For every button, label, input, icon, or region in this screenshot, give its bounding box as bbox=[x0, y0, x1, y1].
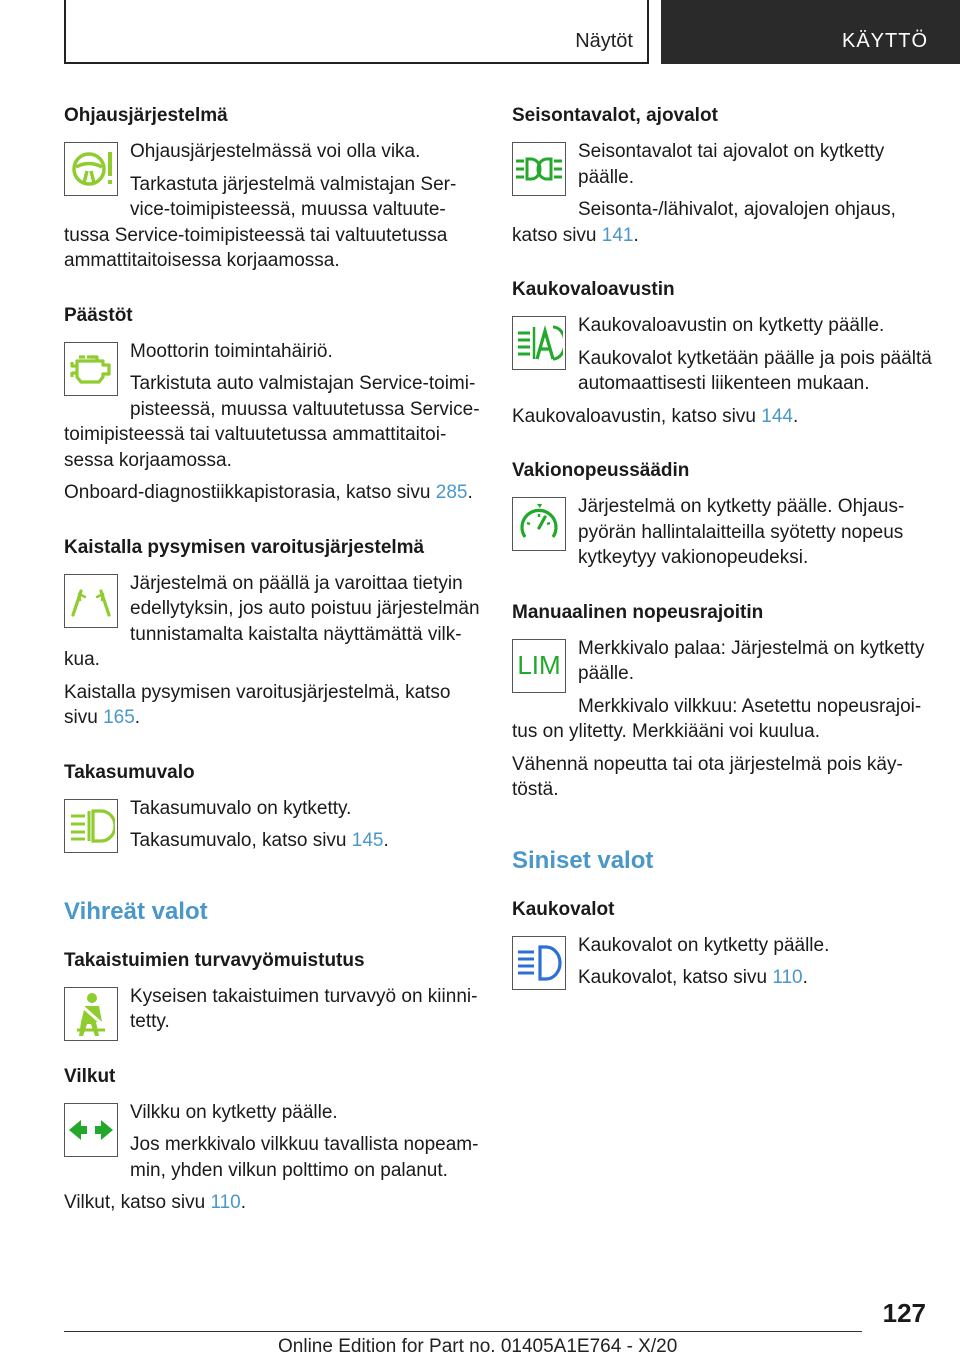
entry-text: Jos merkkivalo vilkkuu tavallista nopeam-min, yhden vilkun polttimo on palanut. bbox=[130, 1134, 479, 1181]
entry-steering bbox=[64, 104, 482, 274]
lim-icon-text: LIM bbox=[517, 649, 561, 680]
entry-text: Moottorin toimintahäiriö. bbox=[130, 340, 333, 362]
entry-text bbox=[64, 828, 482, 854]
parking-lights-icon bbox=[512, 142, 566, 196]
header-chapter-box bbox=[661, 0, 960, 64]
entry-text bbox=[512, 965, 932, 991]
entry-text: Järjestelmä on päällä ja varoittaa tietyin edellytyksin, jos auto poistuu järjestelmän tunnistamalta kaistalta näyttämättä vilk-kua. bbox=[64, 572, 480, 670]
entry-text: Takasumuvalo on kytketty. bbox=[130, 797, 352, 819]
entry-rear-fog bbox=[64, 761, 482, 854]
punctuation: . bbox=[792, 405, 799, 427]
entry-text bbox=[64, 680, 482, 731]
turn-signal-arrows-icon bbox=[64, 1103, 118, 1157]
footer-divider bbox=[64, 1331, 862, 1332]
entry-text: Kaukovaloavustin on kytketty päälle. bbox=[578, 315, 885, 336]
left-column bbox=[64, 104, 482, 1246]
page-link[interactable]: 145 bbox=[351, 830, 384, 851]
entry-text: Kyseisen takaistuimen turvavyö on kiinni-tetty. bbox=[130, 985, 478, 1032]
header-section-box bbox=[64, 0, 649, 64]
entry-title: Päästöt bbox=[64, 304, 133, 326]
entry-speed-limiter bbox=[512, 601, 932, 803]
entry-text: Ohjausjärjestelmässä voi olla vika. bbox=[130, 141, 421, 162]
punctuation: . bbox=[467, 482, 473, 503]
page-link[interactable]: 144 bbox=[761, 405, 793, 427]
page-ref-label: Vilkut, katso sivu bbox=[64, 1192, 211, 1213]
punctuation: . bbox=[633, 224, 639, 246]
entry-text: Järjestelmä on kytketty päälle. Ohjaus-pyörän hallintalaitteilla syötetty nopeus kytkeytyy vakionopeudeksi. bbox=[578, 496, 905, 568]
entry-title: Kaistalla pysymisen varoitusjärjestelmä bbox=[64, 536, 425, 558]
section-heading-blue-lights: Siniset valot bbox=[512, 846, 654, 874]
entry-text bbox=[64, 1190, 482, 1216]
high-beam-assistant-icon bbox=[512, 316, 566, 370]
entry-text: Merkkivalo vilkkuu: Asetettu nopeusrajoi-tus on ylitetty. Merkkiääni voi kuulua. bbox=[512, 695, 922, 742]
entry-text: Merkkivalo palaa: Järjestelmä on kytketty päälle. bbox=[578, 637, 925, 684]
page-ref-label: Takasumuvalo, katso sivu bbox=[130, 830, 352, 851]
punctuation: . bbox=[383, 830, 389, 851]
entry-lane-warning bbox=[64, 536, 482, 731]
steering-warning-icon bbox=[64, 142, 118, 196]
right-column bbox=[512, 104, 932, 1021]
page-number: 127 bbox=[882, 1298, 926, 1328]
page-ref-label: Kaistalla pysymisen varoitusjärjestelmä, katso sivu bbox=[64, 681, 451, 728]
entry-cruise-control bbox=[512, 459, 932, 571]
entry-title: Seisontavalot, ajovalot bbox=[512, 105, 718, 126]
header-chapter-title: KÄYTTÖ bbox=[841, 30, 928, 52]
seatbelt-icon bbox=[64, 987, 118, 1041]
punctuation: . bbox=[802, 967, 808, 988]
punctuation: . bbox=[134, 707, 141, 728]
entry-text: Vähennä nopeutta tai ota järjestelmä pois käy-töstä. bbox=[512, 753, 903, 800]
entry-title: Manuaalinen nopeusrajoitin bbox=[512, 601, 764, 623]
page-link[interactable]: 165 bbox=[103, 707, 135, 728]
entry-turn-signals bbox=[64, 1065, 482, 1216]
entry-rear-belt bbox=[64, 949, 482, 1035]
page-link[interactable]: 110 bbox=[772, 967, 803, 988]
entry-text: Tarkistuta auto valmistajan Service-toimi-pisteessä, muussa valtuutetussa Service-toimipisteessä tai valtuutetussa ammattitaitoi-sessa korjaamossa. bbox=[64, 373, 480, 471]
page-ref-label: Seisonta-/lähivalot, ajovalojen ohjaus, katso sivu bbox=[512, 199, 896, 246]
entry-title: Takaistuimien turvavyömuistutus bbox=[64, 949, 365, 971]
entry-text: Vilkku on kytketty päälle. bbox=[130, 1101, 338, 1123]
page-link[interactable]: 141 bbox=[601, 224, 634, 246]
entry-text bbox=[512, 404, 932, 430]
entry-parking-lights bbox=[512, 104, 932, 248]
punctuation: . bbox=[240, 1192, 247, 1213]
lane-departure-icon bbox=[64, 574, 118, 628]
entry-title: Ohjausjärjestelmä bbox=[64, 105, 228, 126]
page-link[interactable]: 110 bbox=[210, 1192, 241, 1213]
page-ref-label: Onboard-diagnostiikkapistorasia, katso sivu bbox=[64, 482, 436, 503]
engine-check-icon bbox=[64, 342, 118, 396]
entry-title: Kaukovalot bbox=[512, 898, 615, 920]
high-beam-icon bbox=[512, 936, 566, 990]
page-ref-label: Kaukovalot, katso sivu bbox=[578, 967, 773, 988]
entry-text: Seisontavalot tai ajovalot on kytketty päälle. bbox=[578, 141, 885, 188]
footer-edition: Online Edition for Part no. 01405A1E764 - X/20 bbox=[278, 1336, 678, 1357]
entry-title: Takasumuvalo bbox=[64, 761, 195, 783]
entry-high-beam-assistant bbox=[512, 278, 932, 429]
entry-text: Tarkastuta järjestelmä valmistajan Ser-vice-toimipisteessä, muussa valtuute-tussa Service-toimipisteessä tai valtuutetussa ammattitaitoisessa korjaamossa. bbox=[64, 173, 457, 271]
page-link[interactable]: 285 bbox=[435, 482, 468, 503]
entry-text: Kaukovalot on kytketty päälle. bbox=[578, 934, 830, 956]
page-ref-label: Kaukovaloavustin, katso sivu bbox=[512, 405, 762, 427]
entry-title: Kaukovaloavustin bbox=[512, 279, 675, 300]
section-heading-green-lights: Vihreät valot bbox=[64, 897, 208, 925]
entry-high-beams bbox=[512, 898, 932, 991]
entry-text: Kaukovalot kytketään päälle ja pois päältä automaattisesti liikenteen mukaan. bbox=[578, 347, 932, 394]
header-section-title: Näytöt bbox=[575, 30, 633, 52]
rear-fog-light-icon bbox=[64, 799, 118, 853]
entry-title: Vakionopeussäädin bbox=[512, 460, 690, 481]
entry-emissions bbox=[64, 304, 482, 506]
cruise-control-icon bbox=[512, 497, 566, 551]
entry-text bbox=[64, 480, 482, 506]
speed-limiter-lim-icon bbox=[512, 639, 566, 693]
entry-title: Vilkut bbox=[64, 1065, 116, 1087]
entry-text bbox=[512, 197, 932, 248]
